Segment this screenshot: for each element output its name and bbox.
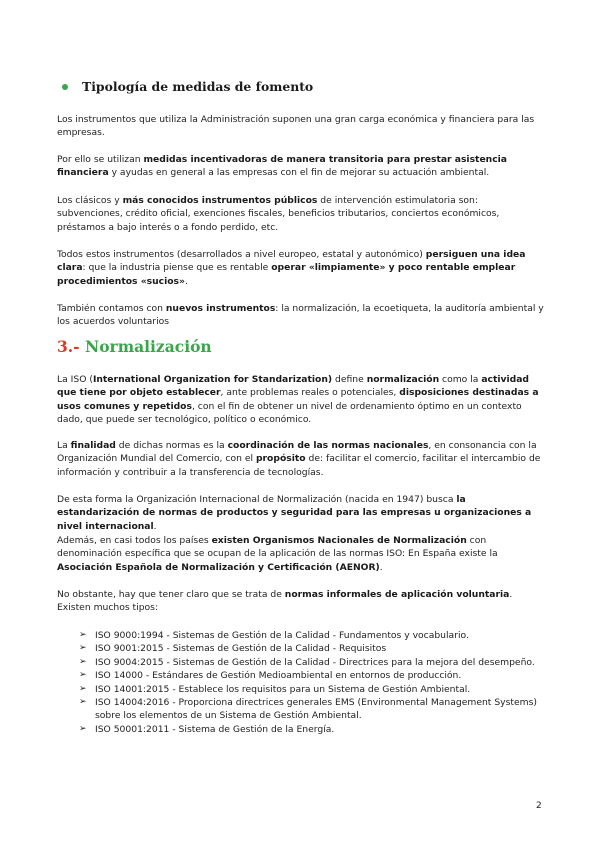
paragraph-2: [57, 153, 545, 180]
paragraph-4: [57, 248, 545, 288]
text-run: Los clásicos y: [57, 195, 123, 206]
arrow-bullet-icon: ➢: [79, 697, 87, 708]
list-item: [79, 629, 545, 642]
arrow-bullet-icon: ➢: [79, 630, 87, 640]
bullet-dot-icon: [62, 84, 68, 90]
text-run: .: [184, 275, 188, 287]
text-run: , ante problemas reales o potenciales,: [220, 387, 400, 399]
list-item: [79, 696, 545, 723]
paragraph-8: [57, 493, 545, 533]
bold-text: operar «limpiamente» y poco rentable emplear procedimientos «sucios»: [57, 262, 516, 287]
list-item-text: ISO 9001:2015 - Sistemas de Gestión de la Calidad - Requisitos: [95, 643, 387, 655]
bold-text: normalización: [366, 374, 440, 385]
list-item-text: ISO 14004:2016 - Proporciona directrices generales EMS (Environmental Management Systems) sobre los elementos de un Sistema de Gestión Ambiental.: [95, 697, 537, 722]
bold-text: disposiciones destinadas a usos comunes y repetidos: [57, 387, 539, 412]
text-run: , con el fin de obtener un nivel de ordenamiento óptimo en un contexto dado, que puede ser tecnológico, político o económico.: [57, 400, 522, 426]
paragraph-3: [57, 194, 545, 234]
text-run: Además, en casi todos los países: [57, 535, 212, 546]
text-run: La ISO (: [57, 374, 93, 385]
text-run: Por ello se utilizan: [57, 154, 144, 165]
bold-text: propósito: [255, 453, 306, 465]
bold-text: normas informales de aplicación voluntaria: [284, 589, 510, 600]
text-run: Los instrumentos que utiliza la Administración suponen una gran carga económica y financiera para las empresas.: [57, 114, 535, 139]
bold-text: actividad que tiene por objeto establecer: [57, 374, 530, 399]
arrow-bullet-icon: ➢: [79, 723, 87, 734]
text-run: La: [57, 440, 71, 451]
text-run: .: [153, 520, 157, 532]
list-item-text: ISO 9000:1994 - Sistemas de Gestión de la Calidad - Fundamentos y vocabulario.: [95, 630, 469, 641]
paragraph-1: [57, 113, 545, 140]
paragraph-10: [57, 588, 545, 615]
list-item: [79, 683, 545, 696]
page-number: 2: [536, 801, 542, 811]
arrow-bullet-icon: ➢: [79, 643, 87, 654]
text-run: de: facilitar el comercio, facilitar el intercambio de información y contribuir a la transferencia de tecnologías.: [57, 453, 541, 478]
arrow-bullet-icon: ➢: [79, 670, 87, 681]
subheading-text: Tipología de medidas de fomento: [82, 79, 314, 94]
text-run: : que la industria piense que es rentable: [82, 262, 272, 274]
bold-text: International Organization for Standarization): [92, 374, 333, 385]
list-item: [79, 642, 545, 655]
list-item-text: ISO 14000 - Estándares de Gestión Medioambiental en entornos de producción.: [95, 670, 462, 682]
text-run: y ayudas en general a las empresas con el fin de mejorar su actuación ambiental.: [108, 167, 490, 179]
list-item: [79, 656, 545, 669]
iso-standards-list: [79, 629, 545, 736]
text-run: de dichas normas es la: [115, 440, 228, 451]
text-run: : la normalización, la ecoetiqueta, la auditoría ambiental y los acuerdos voluntarios: [57, 303, 544, 328]
bold-text: medidas incentivadoras de manera transitoria para prestar asistencia financiera: [57, 154, 508, 179]
arrow-bullet-icon: ➢: [79, 656, 87, 667]
text-run: , en consonancia con la Organización Mundial del Comercio, con el: [57, 440, 537, 465]
bold-text: coordinación de las normas nacionales: [227, 440, 429, 451]
text-run: No obstante, hay que tener claro que se trata de: [57, 589, 285, 600]
text-run: Todos estos instrumentos (desarrollados a nivel europeo, estatal y autonómico): [57, 249, 426, 260]
list-item-text: ISO 50001:2011 - Sistema de Gestión de la Energía.: [95, 723, 335, 735]
paragraph-6: [57, 373, 545, 427]
arrow-bullet-icon: ➢: [79, 683, 87, 694]
text-run: De esta forma la Organización Internacional de Normalización (nacida en 1947) busca: [57, 494, 457, 505]
text-run: define: [332, 374, 367, 385]
paragraph-9: [57, 534, 545, 574]
text-run: de intervención estimulatoria son: subvenciones, crédito oficial, exenciones fiscales, beneficios tributarios, conciertos económicos, préstamos a bajo interés o a fondo perdido, etc.: [57, 195, 500, 233]
section-heading: [57, 337, 212, 356]
text-run: .: [379, 561, 383, 573]
bold-text: Asociación Española de Normalización y Certificación (AENOR): [57, 561, 380, 573]
subheading: [62, 79, 313, 94]
section-name: Normalización: [85, 337, 212, 356]
bold-text: persiguen una idea clara: [57, 249, 526, 274]
bold-text: la estandarización de normas de productos y seguridad para las empresas u organizaciones a nivel internacional: [57, 494, 532, 532]
list-item: [79, 669, 545, 682]
text-run: con denominación específica que se ocupan de la aplicación de las normas ISO: En España existe la: [57, 535, 498, 560]
text-run: También contamos con: [57, 303, 166, 314]
list-item-text: ISO 9004:2015 - Sistemas de Gestión de la Calidad - Directrices para la mejora del desempeño.: [95, 656, 535, 668]
paragraph-7: [57, 439, 545, 479]
text-run: . Existen muchos tipos:: [57, 589, 513, 614]
paragraph-5: [57, 302, 545, 329]
text-run: como la: [439, 374, 482, 385]
list-item: [79, 723, 545, 736]
bold-text: finalidad: [70, 440, 116, 451]
section-number: 3.-: [57, 337, 80, 356]
list-item-text: ISO 14001:2015 - Establece los requisitos para un Sistema de Gestión Ambiental.: [95, 683, 471, 695]
bold-text: existen Organismos Nacionales de Normalización: [211, 535, 467, 546]
bold-text: más conocidos instrumentos públicos: [122, 195, 318, 206]
bold-text: nuevos instrumentos: [165, 303, 276, 314]
